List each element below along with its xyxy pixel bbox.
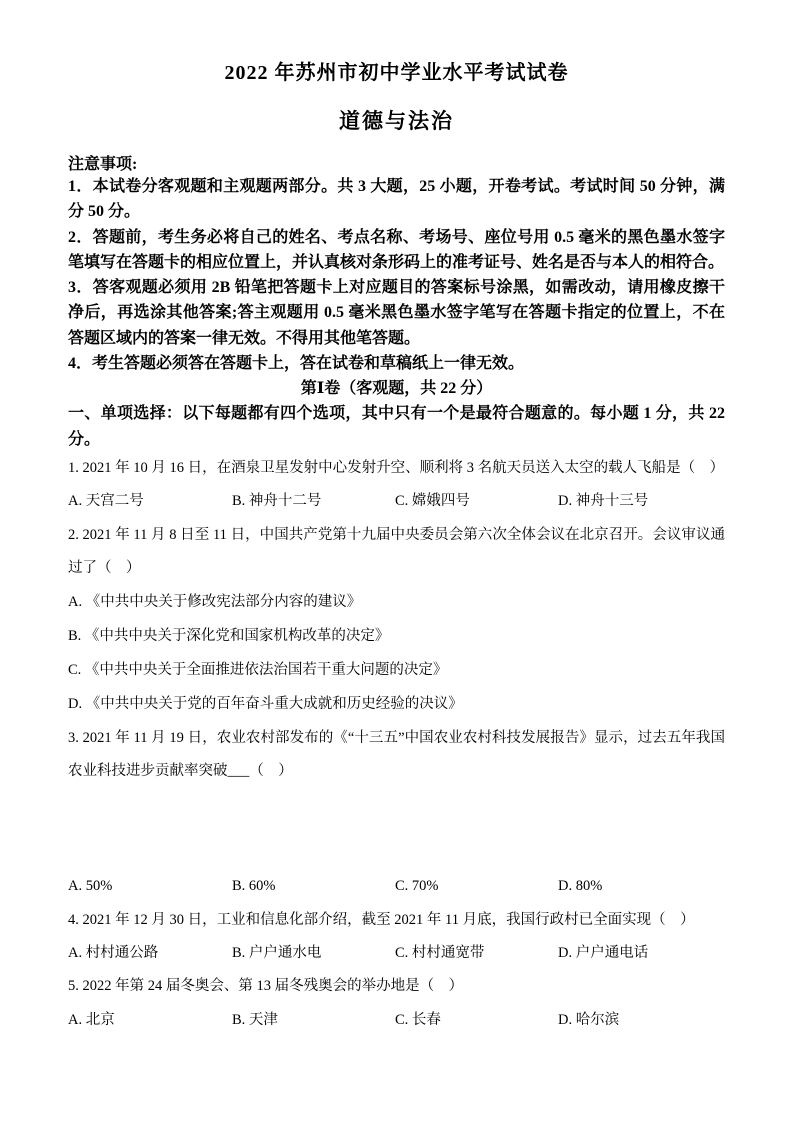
question-5-options xyxy=(68,1004,725,1037)
question-2-option-b: B. 《中共中央关于深化党和国家机构改革的决定》 xyxy=(68,628,390,645)
question-5-option-a: A. 北京 xyxy=(68,1011,115,1028)
question-1-option-c: C. 嫦娥四号 xyxy=(395,493,470,510)
question-2-option-d: D. 《中共中央关于党的百年奋斗重大成就和历史经验的决议》 xyxy=(68,696,463,713)
question-3 xyxy=(68,722,725,904)
question-3-options xyxy=(68,870,725,903)
notice-item-3: 3．答客观题必须用 2B 铅笔把答题卡上对应题目的答案标号涂黑，如需改动，请用橡皮擦干净后，再选涂其他答案;答主观题用 0.5 毫米黑色墨水签字笔写在答题卡指定的位置上，不在答题区域内的答案一律无效。不得用其他笔答题。 xyxy=(68,279,725,347)
question-1-option-d: D. 神舟十三号 xyxy=(558,493,649,510)
question-2-options xyxy=(68,585,725,721)
question-5-stem: 5. 2022 年第 24 届冬奥会、第 13 届冬残奥会的举办地是（ ） xyxy=(68,978,464,995)
question-4 xyxy=(68,904,725,971)
part-header: 第Ⅰ卷（客观题，共 22 分） xyxy=(300,380,493,398)
question-5 xyxy=(68,970,725,1037)
notice-item-1: 1．本试卷分客观题和主观题两部分。共 3 大题，25 小题，开卷考试。考试时间 50 分钟，满分 50 分。 xyxy=(68,178,725,221)
question-4-option-a: A. 村村通公路 xyxy=(68,944,159,961)
question-4-stem: 4. 2021 年 12 月 30 日，工业和信息化部介绍，截至 2021 年 11 月底，我国行政村已全面实现（ ） xyxy=(68,911,695,928)
question-2-option-c: C. 《中共中央关于全面推进依法治国若干重大问题的决定》 xyxy=(68,662,448,679)
question-3-blank-space xyxy=(68,788,725,870)
question-2-stem: 2. 2021 年 11 月 8 日至 11 日，中国共产党第十九届中央委员会第六次全体会议在北京召开。会议审议通过了（ ） xyxy=(68,526,725,576)
question-1-options xyxy=(68,485,725,518)
question-3-option-b: B. 60% xyxy=(232,878,276,895)
question-5-option-b: B. 天津 xyxy=(232,1011,278,1028)
question-3-stem: 3. 2021 年 11 月 19 日，农业农村部发布的《“十三五”中国农业农村科技发展报告》显示，过去五年我国农业科技进步贡献率突破___（ ） xyxy=(68,729,725,779)
question-1 xyxy=(68,452,725,519)
question-2-option-a: A. 《中共中央关于修改宪法部分内容的建议》 xyxy=(68,594,362,611)
exam-title: 2022 年苏州市初中学业水平考试试卷 xyxy=(224,62,569,84)
notice-item-2: 2．答题前，考生务必将自己的姓名、考点名称、考场号、座位号用 0.5 毫米的黑色墨水签字笔填写在答题卡的相应位置上，并认真核对条形码上的准考证号、姓名是否与本人的相符合。 xyxy=(68,228,725,271)
section-title: 一、单项选择：以下每题都有四个选项，其中只有一个是最符合题意的。每小题 1 分，共 22 分。 xyxy=(68,405,725,448)
notice-item-4: 4．考生答题必须答在答题卡上，答在试卷和草稿纸上一律无效。 xyxy=(68,354,525,372)
question-1-stem: 1. 2021 年 10 月 16 日，在酒泉卫星发射中心发射升空、顺利将 3 名航天员送入太空的载人飞船是（ ） xyxy=(68,459,725,476)
question-1-option-a: A. 天宫二号 xyxy=(68,493,144,510)
question-3-option-d: D. 80% xyxy=(558,878,603,895)
exam-subject: 道德与法治 xyxy=(339,109,454,133)
question-3-option-a: A. 50% xyxy=(68,878,113,895)
question-3-option-c: C. 70% xyxy=(395,878,439,895)
question-5-option-d: D. 哈尔滨 xyxy=(558,1011,620,1028)
question-4-option-c: C. 村村通宽带 xyxy=(395,944,485,961)
question-4-option-d: D. 户户通电话 xyxy=(558,944,649,961)
question-5-option-c: C. 长春 xyxy=(395,1011,441,1028)
notice-heading: 注意事项: xyxy=(68,156,138,173)
question-4-option-b: B. 户户通水电 xyxy=(232,944,322,961)
question-1-option-b: B. 神舟十二号 xyxy=(232,493,322,510)
question-4-options xyxy=(68,937,725,970)
question-2 xyxy=(68,519,725,722)
